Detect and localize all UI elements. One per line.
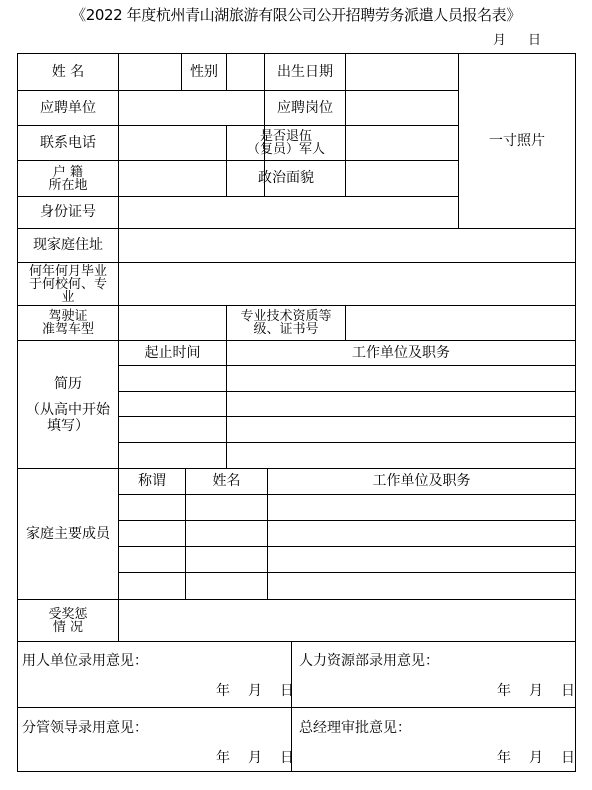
awards-field[interactable]	[119, 600, 575, 641]
resume-row[interactable]	[119, 443, 575, 468]
supervisor-opinion-label: 分管领导录用意见：	[22, 720, 148, 736]
date-year: 年	[216, 683, 230, 699]
date-month: 月	[248, 683, 262, 699]
political-status-label: 政治面貌	[258, 170, 314, 186]
date-year: 年	[497, 750, 511, 766]
rule	[17, 771, 575, 772]
date-day: 日	[280, 750, 294, 766]
resume-row[interactable]	[119, 392, 575, 416]
birth-date-label: 出生日期	[277, 63, 333, 80]
date-year: 年	[216, 750, 230, 766]
family-col-work: 工作单位及职务	[372, 473, 471, 489]
address-label: 现家庭住址	[33, 237, 103, 253]
date-month: 月	[529, 683, 543, 699]
hukou-label-line2: 所在地	[48, 177, 88, 193]
resume-label-line2: （从高中开始	[26, 401, 110, 418]
phone-label: 联系电话	[40, 134, 96, 151]
veteran-label-line1: 是否退伍	[259, 129, 312, 144]
gender-field[interactable]	[227, 54, 264, 90]
license-label-line2: 准驾车型	[41, 322, 94, 337]
family-row[interactable]	[119, 521, 575, 546]
resume-row[interactable]	[119, 366, 575, 391]
family-label: 家庭主要成员	[26, 525, 110, 542]
hukou-label-line1: 户 籍	[52, 164, 84, 180]
gender-label: 性别	[190, 63, 218, 80]
family-col-relation: 称谓	[138, 473, 166, 489]
family-row[interactable]	[119, 547, 575, 572]
family-row[interactable]	[119, 495, 575, 520]
id-number-label: 身份证号	[40, 204, 96, 220]
date-year: 年	[497, 683, 511, 699]
date-day: 日	[561, 750, 575, 766]
resume-row[interactable]	[119, 417, 575, 442]
applied-position-label: 应聘岗位	[277, 99, 333, 116]
birth-date-field[interactable]	[346, 54, 458, 90]
graduation-label	[18, 263, 118, 305]
photo-box[interactable]: 一寸照片	[489, 132, 545, 149]
resume-label-line3: 填写）	[47, 417, 89, 434]
resume-col-period: 起止时间	[144, 344, 201, 361]
political-status-field[interactable]	[346, 161, 458, 196]
graduation-label-line3: 业	[61, 289, 75, 305]
veteran-label-line2: （复员）军人	[246, 142, 325, 157]
date-month: 月	[248, 750, 262, 766]
header-month: 月	[493, 33, 507, 48]
gm-opinion-date	[497, 750, 575, 766]
qualification-field[interactable]	[346, 306, 575, 340]
family-col-name: 姓名	[212, 473, 241, 489]
address-field[interactable]	[119, 229, 575, 262]
qualification-label	[227, 306, 345, 340]
family-row[interactable]	[119, 573, 575, 599]
hr-opinion-label: 人力资源部录用意见：	[299, 653, 439, 669]
date-day: 日	[561, 683, 575, 699]
date-day: 日	[280, 683, 294, 699]
name-field[interactable]	[119, 54, 181, 90]
resume-label	[18, 341, 118, 468]
form-title: 《2022 年度杭州青山湖旅游有限公司公开招聘劳务派遣人员报名表》	[71, 6, 521, 24]
qualification-label-line1: 专业技术资质等	[240, 309, 332, 324]
supervisor-opinion-date	[216, 750, 294, 766]
resume-col-work: 工作单位及职务	[352, 344, 450, 361]
applied-unit-label: 应聘单位	[40, 99, 96, 116]
date-month: 月	[529, 750, 543, 766]
veteran-label	[227, 126, 345, 160]
applied-position-field[interactable]	[346, 91, 458, 125]
phone-field[interactable]	[119, 126, 226, 160]
gm-opinion-label: 总经理审批意见：	[299, 720, 411, 736]
name-label: 姓 名	[51, 63, 85, 80]
employer-opinion-date	[216, 683, 294, 699]
id-number-field[interactable]	[119, 197, 458, 228]
qualification-label-line2: 级、证书号	[253, 322, 319, 337]
veteran-field[interactable]	[346, 126, 458, 160]
awards-label-line1: 受奖惩	[48, 606, 88, 622]
employer-opinion-label: 用人单位录用意见：	[22, 653, 148, 669]
rule	[575, 53, 576, 772]
graduation-label-line2: 于何校何、专	[28, 276, 107, 292]
awards-label-line2: 情 况	[52, 619, 84, 635]
header-day: 日	[528, 33, 542, 48]
awards-label	[18, 600, 118, 641]
hr-opinion-date	[497, 683, 575, 699]
graduation-field[interactable]	[119, 263, 575, 305]
graduation-label-line1: 何年何月毕业	[28, 263, 107, 279]
resume-label-line1: 简历	[54, 375, 82, 392]
hukou-field[interactable]	[119, 161, 226, 196]
hukou-label	[18, 161, 118, 196]
license-field[interactable]	[119, 306, 226, 340]
license-label-line1: 驾驶证	[48, 309, 88, 324]
applied-unit-field[interactable]	[119, 91, 264, 125]
license-label	[18, 306, 118, 340]
